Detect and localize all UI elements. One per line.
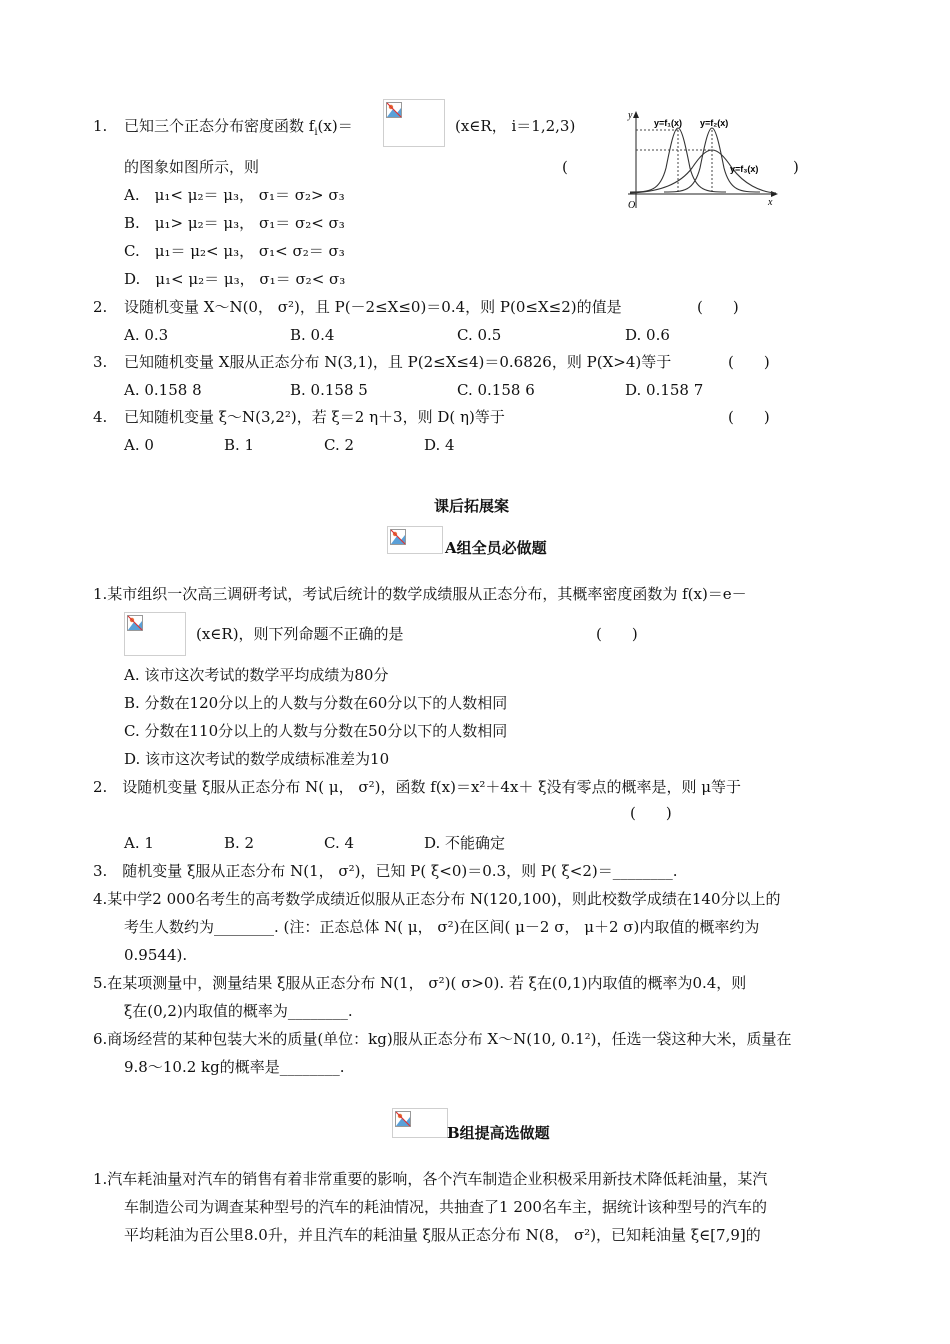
a5-line-1: 5.在某项测量中，测量结果 ξ服从正态分布 N(1， σ²)( σ>0). 若 ξ在(0,1)内取值的概率为0.4，则 [93,974,747,992]
graph-origin-label: O [628,200,636,211]
a2-option-a: A. 1 [124,834,154,852]
a1-option-b: B. 分数在120分以上的人数与分数在60分以下的人数相同 [124,694,508,712]
graph-y-label: y [628,110,633,121]
a1-option-d: D. 该市这次考试的数学成绩标准差为10 [124,750,390,768]
q1-domain: (x∈R， i＝1,2,3) [455,117,576,135]
q2-number: 2. [93,298,108,316]
q3-number: 3. [93,353,108,371]
q1-option-b: B. μ₁> μ₂＝ μ₃， σ₁＝ σ₂< σ₃ [124,214,345,232]
q1-paren-close: ) [793,158,799,176]
q3-paren: ( ) [728,353,770,371]
broken-image-icon [392,1108,448,1138]
broken-image-icon [124,612,186,656]
graph-f1-label: y=f₁(x) [654,118,682,128]
q1-option-a: A. μ₁< μ₂＝ μ₃， σ₁＝ σ₂> σ₃ [124,186,345,204]
q1-stem: 已知三个正态分布密度函数 $f_i(x)=$ [124,117,353,138]
q2-paren: ( ) [697,298,739,316]
graph-x-label: x [768,197,773,208]
a3-stem: 3. 随机变量 ξ服从正态分布 N(1， σ²)，已知 P( ξ<0)＝0.3，则 P( ξ<2)＝________. [93,862,678,880]
q4-option-a: A. 0 [124,436,154,454]
q3-option-b: B. 0.158 5 [290,381,368,399]
a2-option-b: B. 2 [224,834,255,852]
a2-stem: 2. 设随机变量 ξ服从正态分布 N( μ， σ²)，函数 f(x)＝x²＋4x＋ ξ没有零点的概率是，则 μ等于 [93,778,741,796]
a4-line-1: 4.某中学2 000名考生的高考数学成绩近似服从正态分布 N(120,100)，则此校数学成绩在140分以上的 [93,890,781,908]
q2-option-c: C. 0.5 [457,326,502,344]
b1-line-3: 平均耗油为百公里8.0升，并且汽车的耗油量 ξ服从正态分布 N(8， σ²)，已知耗油量 ξ∈[7,9]的 [124,1226,761,1244]
a2-option-d: D. 不能确定 [424,834,506,852]
b1-line-2: 车制造公司为调查某种型号的汽车的耗油情况，共抽查了1 200名车主，据统计该种型号的汽车的 [124,1198,767,1216]
a5-line-2: ξ在(0,2)内取值的概率为________. [124,1002,353,1020]
a6-line-1: 6.商场经营的某种包装大米的质量(单位：kg)服从正态分布 X～N(10, 0.1²)，任选一袋这种大米，质量在 [93,1030,792,1048]
broken-image-icon [383,99,445,147]
q2-option-b: B. 0.4 [290,326,335,344]
a1-option-c: C. 分数在110分以上的人数与分数在50分以下的人数相同 [124,722,508,740]
a4-line-2: 考生人数约为________. (注：正态总体 N( μ， σ²)在区间( μ－2 σ， μ＋2 σ)内取值的概率约为 [124,918,760,936]
q4-paren: ( ) [728,408,770,426]
graph-f3-label: y=f₃(x) [730,164,759,174]
q3-stem: 已知随机变量 X服从正态分布 N(3,1)，且 P(2≤X≤4)＝0.6826，则 P(X>4)等于 [124,353,672,371]
q4-stem: 已知随机变量 ξ～N(3,2²)，若 ξ＝2 η＋3，则 D( η)等于 [124,408,505,426]
a1-option-a: A. 该市这次考试的数学平均成绩为80分 [124,666,389,684]
q1-stem-2: 的图象如图所示，则 [124,158,260,176]
q4-option-c: C. 2 [324,436,355,454]
broken-image-icon [387,526,443,554]
q1-number: 1. [93,117,108,135]
q2-option-a: A. 0.3 [124,326,169,344]
q2-stem: 设随机变量 X～N(0， σ²)，且 P(－2≤X≤0)＝0.4，则 P(0≤X≤2)的值是 [124,298,622,316]
q1-option-c: C. μ₁＝ μ₂< μ₃， σ₁< σ₂＝ σ₃ [124,242,345,260]
group-b-title: B组提高选做题 [447,1124,550,1142]
a4-line-3: 0.9544). [124,946,188,964]
q3-option-a: A. 0.158 8 [124,381,202,399]
a1-stem-2: (x∈R)，则下列命题不正确的是 [196,625,404,643]
graph-f2-label: y=f₂(x) [700,118,729,128]
q4-option-d: D. 4 [424,436,455,454]
q3-option-d: D. 0.158 7 [625,381,704,399]
b1-line-1: 1.汽车耗油量对汽车的销售有着非常重要的影响，各个汽车制造企业积极采用新技术降低耗油量，某汽 [93,1170,768,1188]
q3-option-c: C. 0.158 6 [457,381,535,399]
q1-paren-open: ( [562,158,568,176]
section-title: 课后拓展案 [434,497,510,515]
a1-stem: 1.某市组织一次高三调研考试，考试后统计的数学成绩服从正态分布，其概率密度函数为 f(x)＝e－ [93,585,747,603]
q4-number: 4. [93,408,108,426]
a1-paren: ( ) [596,625,638,643]
a6-line-2: 9.8～10.2 kg的概率是________. [124,1058,345,1076]
q4-option-b: B. 1 [224,436,255,454]
a2-option-c: C. 4 [324,834,355,852]
a2-paren: ( ) [630,804,672,822]
group-a-title: A组全员必做题 [445,539,547,557]
q1-normal-curves-graph [620,108,780,216]
q2-option-d: D. 0.6 [625,326,670,344]
q1-option-d: D. μ₁< μ₂＝ μ₃， σ₁＝ σ₂< σ₃ [124,270,346,288]
